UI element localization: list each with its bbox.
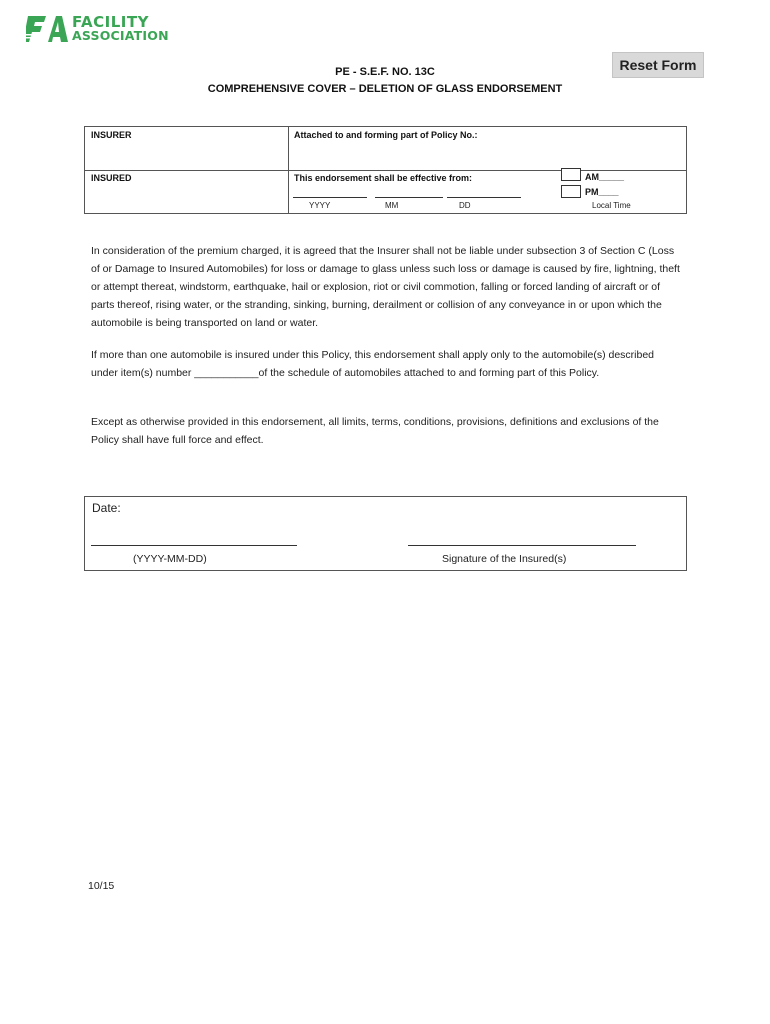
body-paragraph-1: In consideration of the premium charged, it is agreed that the Insurer shall not be liable under subsection 3 of Section C (Loss of or Damage to Insured Automobiles) for loss or damage to glass unless such loss or damage is caused by fire, lightning, theft or attempt thereat, windstorm, earthquake, hail or explosion, riot or civil commotion, falling or forced landing of aircraft or of parts thereof, rising water, or the stranding, sinking, burning, derailment or collision of any conveyance in or upon which the automobile is being transported on land or water. — [91, 245, 680, 329]
form-revision-code: 10/15 — [88, 880, 115, 892]
signature-box — [84, 496, 687, 571]
pm-checkbox[interactable] — [561, 185, 581, 198]
yyyy-caption: YYYY — [309, 201, 331, 210]
dd-caption: DD — [459, 201, 471, 210]
logo-line-facility: FACILITY — [72, 13, 149, 31]
reset-form-button[interactable]: Reset Form — [612, 52, 704, 78]
date-signature-line[interactable] — [91, 545, 297, 546]
am-checkbox[interactable] — [561, 168, 581, 181]
yyyy-field[interactable] — [293, 197, 367, 198]
form-number-title: PE - S.E.F. NO. 13C — [335, 66, 435, 78]
table-divider-horizontal — [85, 170, 686, 171]
pm-label: PM____ — [585, 187, 619, 197]
effective-date-label: This endorsement shall be effective from: — [294, 173, 473, 183]
body-paragraph-3: Except as otherwise provided in this endorsement, all limits, terms, conditions, provisions, definitions and exclusions of the Policy shall have full force and effect. — [91, 416, 659, 446]
mm-caption: MM — [385, 201, 399, 210]
form-name-title: COMPREHENSIVE COVER – DELETION OF GLASS ENDORSEMENT — [207, 83, 563, 95]
am-label: AM_____ — [585, 172, 625, 182]
mm-field[interactable] — [375, 197, 443, 198]
insured-signature-line[interactable] — [408, 545, 636, 546]
body-paragraph-2: If more than one automobile is insured under this Policy, this endorsement shall apply only to the automobile(s) described under item(s) number ___________of the schedule of automobiles attached to and forming part of this Policy. — [91, 349, 655, 379]
insured-label: INSURED — [91, 173, 132, 183]
facility-association-logo — [26, 12, 176, 46]
signature-caption: Signature of the Insured(s) — [442, 553, 567, 565]
logo-line-association: ASSOCIATION — [72, 28, 169, 43]
policy-info-table — [84, 126, 687, 214]
date-label: Date: — [92, 501, 121, 515]
dd-field[interactable] — [447, 197, 521, 198]
fa-logo-mark-icon — [26, 14, 68, 44]
date-format-caption: (YYYY-MM-DD) — [133, 553, 207, 565]
policy-number-label: Attached to and forming part of Policy No.: — [294, 130, 478, 140]
insurer-label: INSURER — [91, 130, 132, 140]
local-time-caption: Local Time — [592, 201, 631, 210]
